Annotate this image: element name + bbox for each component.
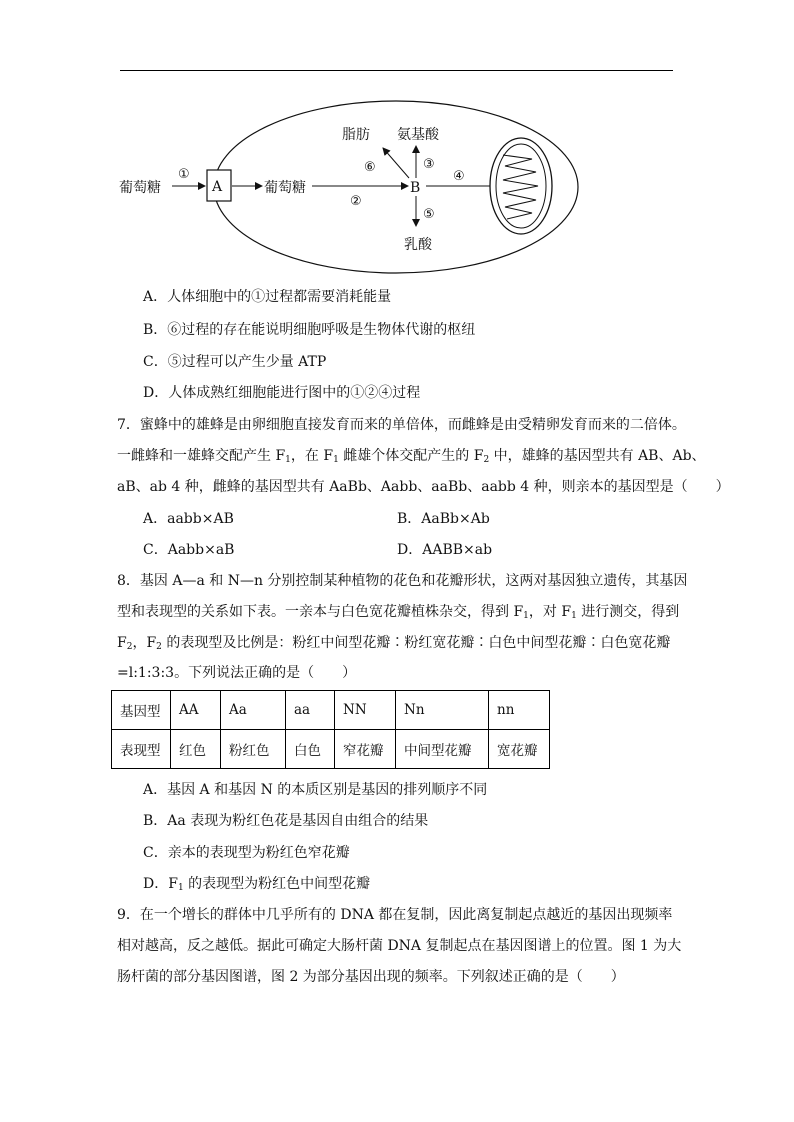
arrow-step6 [383,148,409,178]
table-cell: 窄花瓣 [335,730,396,769]
table-row [112,730,550,769]
q6-option-d: D．人体成熟红细胞能进行图中的①②④过程 [143,385,421,401]
step1-label: ① [178,167,190,182]
q8-option-b: B．Aa 表现为粉红色花是基因自由组合的结果 [143,813,429,829]
glucose-outside-label: 葡萄糖 [119,180,161,196]
fat-label: 脂肪 [342,127,370,143]
q8-line2: 型和表现型的关系如下表。一亲本与白色宽花瓣植株杂交，得到 $F_1$，对 $F_1$ 进行测交，得到 [117,604,680,621]
q8-line4: =l:1:3:3。下列说法正确的是（ ） [117,665,357,681]
amino-acid-label: 氨基酸 [397,127,439,143]
q7-option-d: D．AABB×ab [397,542,493,558]
step6-label: ⑥ [364,160,376,175]
step4-label: ④ [453,169,465,184]
table-cell: 红色 [171,730,221,769]
q7-line1: 7．蜜蜂中的雄蜂是由卵细胞直接发育而来的单倍体，而雌蜂是由受精卵发育而来的二倍体。 [117,417,686,433]
step3-label: ③ [423,157,435,172]
q7-option-c: C．Aabb×aB [143,542,235,558]
table-row [112,691,550,730]
table-cell: nn [489,691,550,730]
q8-option-c: C．亲本的表现型为粉红色窄花瓣 [143,845,350,861]
table-cell: Nn [396,691,489,730]
table-cell: 表现型 [112,730,171,769]
table-cell: 粉红色 [221,730,286,769]
q6-option-c: C．⑤过程可以产生少量 ATP [143,354,327,370]
table-cell: Aa [221,691,286,730]
genotype-phenotype-table [111,690,550,769]
table-cell: 中间型花瓣 [396,730,489,769]
q7-line2: 一雌蜂和一雄蜂交配产生 $F_1$，在 $F_1$ 雌雄个体交配产生的 $F_2$ 中，雄蜂的基因型共有 AB、Ab、 [117,448,706,465]
q7-option-a: A．aabb×AB [143,511,234,527]
table-cell: AA [171,691,221,730]
q8-line3: $F_2$，$F_2$ 的表现型及比例是：粉红中间型花瓣∶粉红宽花瓣∶白色中间型花瓣∶白色宽花瓣 [117,635,671,652]
mitochondrion-icon [490,138,552,234]
table-cell: 宽花瓣 [489,730,550,769]
metabolism-diagram [0,80,794,280]
box-label: A [212,179,223,195]
table-cell: 白色 [286,730,335,769]
table-cell: aa [286,691,335,730]
table-cell: 基因型 [112,691,171,730]
step5-label: ⑤ [423,207,435,222]
q8-option-d: D．$F_1$ 的表现型为粉红色中间型花瓣 [143,876,371,893]
header-rule [120,70,673,71]
table-cell: NN [335,691,396,730]
q8-line1: 8．基因 A—a 和 N—n 分别控制某种植物的花色和花瓣形状，这两对基因独立遗传，其基因 [117,573,688,589]
q9-line3: 肠杆菌的部分基因图谱，图 2 为部分基因出现的频率。下列叙述正确的是（ ） [117,969,625,985]
q9-line1: 9．在一个增长的群体中几乎所有的 DNA 都在复制，因此离复制起点越近的基因出现频率 [117,907,673,923]
q8-option-a: A．基因 A 和基因 N 的本质区别是基因的排列顺序不同 [143,782,488,798]
step2-label: ② [350,194,362,209]
q7-option-b: B．AaBb×Ab [397,511,490,527]
q6-option-a: A．人体细胞中的①过程都需要消耗能量 [143,289,392,305]
q7-line3: aB、ab 4 种，雌蜂的基因型共有 AaBb、Aabb、aaBb、aabb 4 种，则亲本的基因型是（ ） [117,479,730,495]
node-label: B [410,180,421,196]
q6-option-b: B．⑥过程的存在能说明细胞呼吸是生物体代谢的枢纽 [143,322,476,338]
lactic-acid-label: 乳酸 [404,237,432,253]
q9-line2: 相对越高，反之越低。据此可确定大肠杆菌 DNA 复制起点在基因图谱上的位置。图 1 为大 [117,938,682,954]
glucose-inside-label: 葡萄糖 [264,180,306,196]
